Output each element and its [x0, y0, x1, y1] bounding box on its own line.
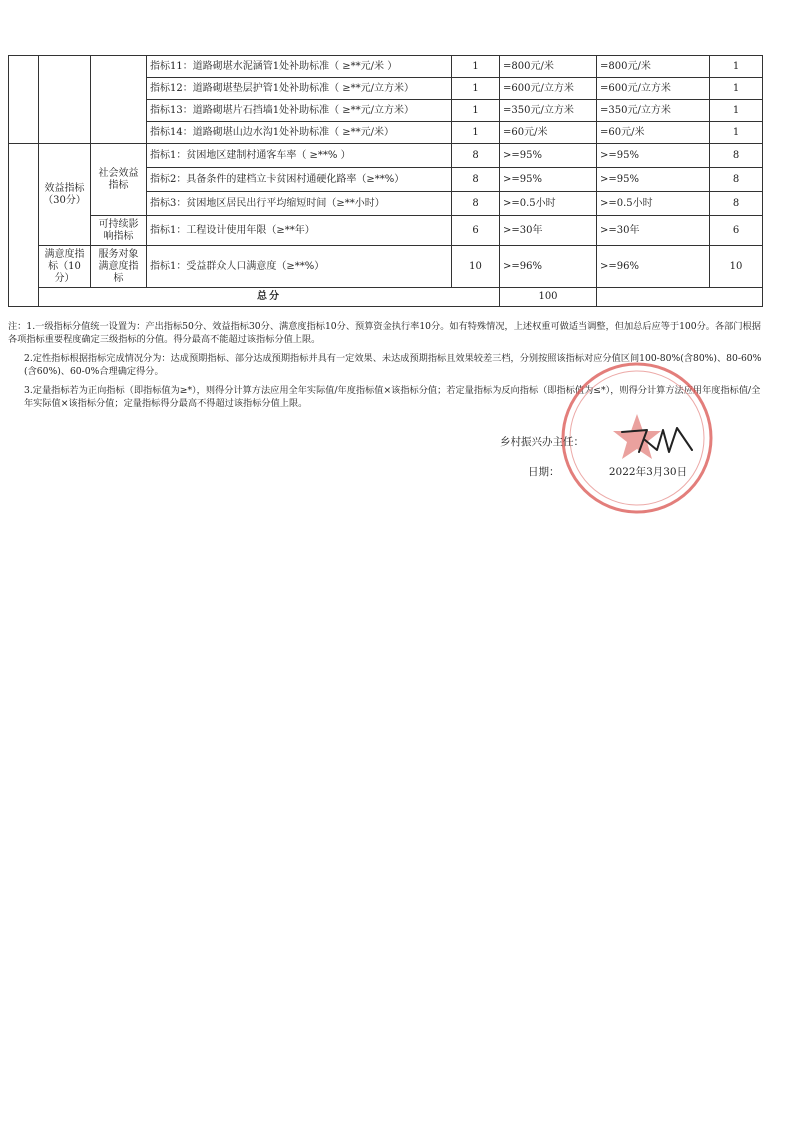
indicator-result: 8: [710, 144, 763, 168]
indicator-actual: >=95%: [597, 144, 710, 168]
total-score: 100: [500, 288, 597, 307]
signature-block: [500, 434, 687, 494]
indicator-actual: =600元/立方米: [597, 78, 710, 100]
indicator-score: 1: [452, 100, 500, 122]
indicator-target: >=0.5小时: [500, 192, 597, 216]
indicator-actual: =350元/立方米: [597, 100, 710, 122]
performance-table: [8, 55, 763, 307]
sustainable-impact-level2: 可持续影响指标: [91, 216, 147, 246]
indicator-label: 指标1：贫困地区建制村通客车率（ ≥**% ）: [147, 144, 452, 168]
indicator-result: 8: [710, 192, 763, 216]
social-benefit-level2: 社会效益指标: [91, 144, 147, 216]
indicator-score: 1: [452, 78, 500, 100]
indicator-score: 8: [452, 192, 500, 216]
indicator-label: 指标13：道路砌堪片石挡墙1处补助标准（ ≥**元/立方米）: [147, 100, 452, 122]
indicator-label: 指标3：贫困地区居民出行平均缩短时间（≥**小时）: [147, 192, 452, 216]
indicator-target: >=30年: [500, 216, 597, 246]
director-label: 乡村振兴办主任：: [500, 436, 584, 448]
indicator-target: >=95%: [500, 144, 597, 168]
indicator-target: =350元/立方米: [500, 100, 597, 122]
indicator-result: 1: [710, 122, 763, 144]
indicator-label: 指标1：受益群众人口满意度（≥**%）: [147, 246, 452, 288]
note-3: 3.定量指标若为正向指标（即指标值为≥*），则得分计算方法应用全年实际值/年度指标值×该指标分值；若定量指标为反向指标（即指标值为≤*），则得分计算方法应用年度指标值/全年实际值×该指标分值；定量指标得分最高不得超过该指标分值上限。: [24, 385, 761, 409]
indicator-target: =600元/立方米: [500, 78, 597, 100]
indicator-result: 1: [710, 78, 763, 100]
indicator-target: =60元/米: [500, 122, 597, 144]
indicator-score: 10: [452, 246, 500, 288]
indicator-label: 指标11：道路砌堪水泥涵管1处补助标准（ ≥**元/米 ）: [147, 56, 452, 78]
indicator-label: 指标2：具备条件的建档立卡贫困村通硬化路率（≥**%）: [147, 168, 452, 192]
total-label: 总分: [39, 288, 500, 307]
indicator-result: 1: [710, 100, 763, 122]
indicator-score: 1: [452, 56, 500, 78]
indicator-score: 1: [452, 122, 500, 144]
satisfaction-level1: 满意度指标（10分）: [39, 246, 91, 288]
indicator-target: >=96%: [500, 246, 597, 288]
indicator-result: 10: [710, 246, 763, 288]
indicator-result: 6: [710, 216, 763, 246]
indicator-actual: >=30年: [597, 216, 710, 246]
indicator-score: 8: [452, 168, 500, 192]
benefit-level1: 效益指标（30分）: [39, 144, 91, 246]
indicator-actual: >=0.5小时: [597, 192, 710, 216]
indicator-score: 8: [452, 144, 500, 168]
table-row: [9, 144, 763, 168]
note-2: 2.定性指标根据指标完成情况分为：达成预期指标、部分达成预期指标并具有一定效果、未达成预期指标且效果较差三档，分别按照该指标对应分值区间100-80%(含80%)、80-60%(含60%)、60-0%合理确定得分。: [24, 353, 762, 377]
indicator-label: 指标12：道路砌堪垫层护管1处补助标准（ ≥**元/立方米）: [147, 78, 452, 100]
total-row: [9, 288, 763, 307]
indicator-label: 指标1：工程设计使用年限（≥**年）: [147, 216, 452, 246]
date-value: 2022年3月30日: [608, 466, 688, 478]
note-1: 注：1.一级指标分值统一设置为：产出指标50分、效益指标30分、满意度指标10分、预算资金执行率10分。如有特殊情况，上述权重可做适当调整，但加总后应等于100分。各部门根据各项指标重要程度确定三级指标的分值。得分最高不能超过该指标分值上限。: [8, 321, 761, 345]
indicator-result: 1: [710, 56, 763, 78]
indicator-actual: =800元/米: [597, 56, 710, 78]
table-row: [9, 216, 763, 246]
date-label: 日期：: [528, 466, 560, 478]
indicator-target: =800元/米: [500, 56, 597, 78]
indicator-actual: >=95%: [597, 168, 710, 192]
satisfaction-level2: 服务对象满意度指标: [91, 246, 147, 288]
indicator-score: 6: [452, 216, 500, 246]
indicator-target: >=95%: [500, 168, 597, 192]
indicator-actual: =60元/米: [597, 122, 710, 144]
indicator-label: 指标14：道路砌堪山边水沟1处补助标准（ ≥**元/米）: [147, 122, 452, 144]
table-row: [9, 246, 763, 288]
table-row: [9, 56, 763, 78]
indicator-actual: >=96%: [597, 246, 710, 288]
indicator-result: 8: [710, 168, 763, 192]
